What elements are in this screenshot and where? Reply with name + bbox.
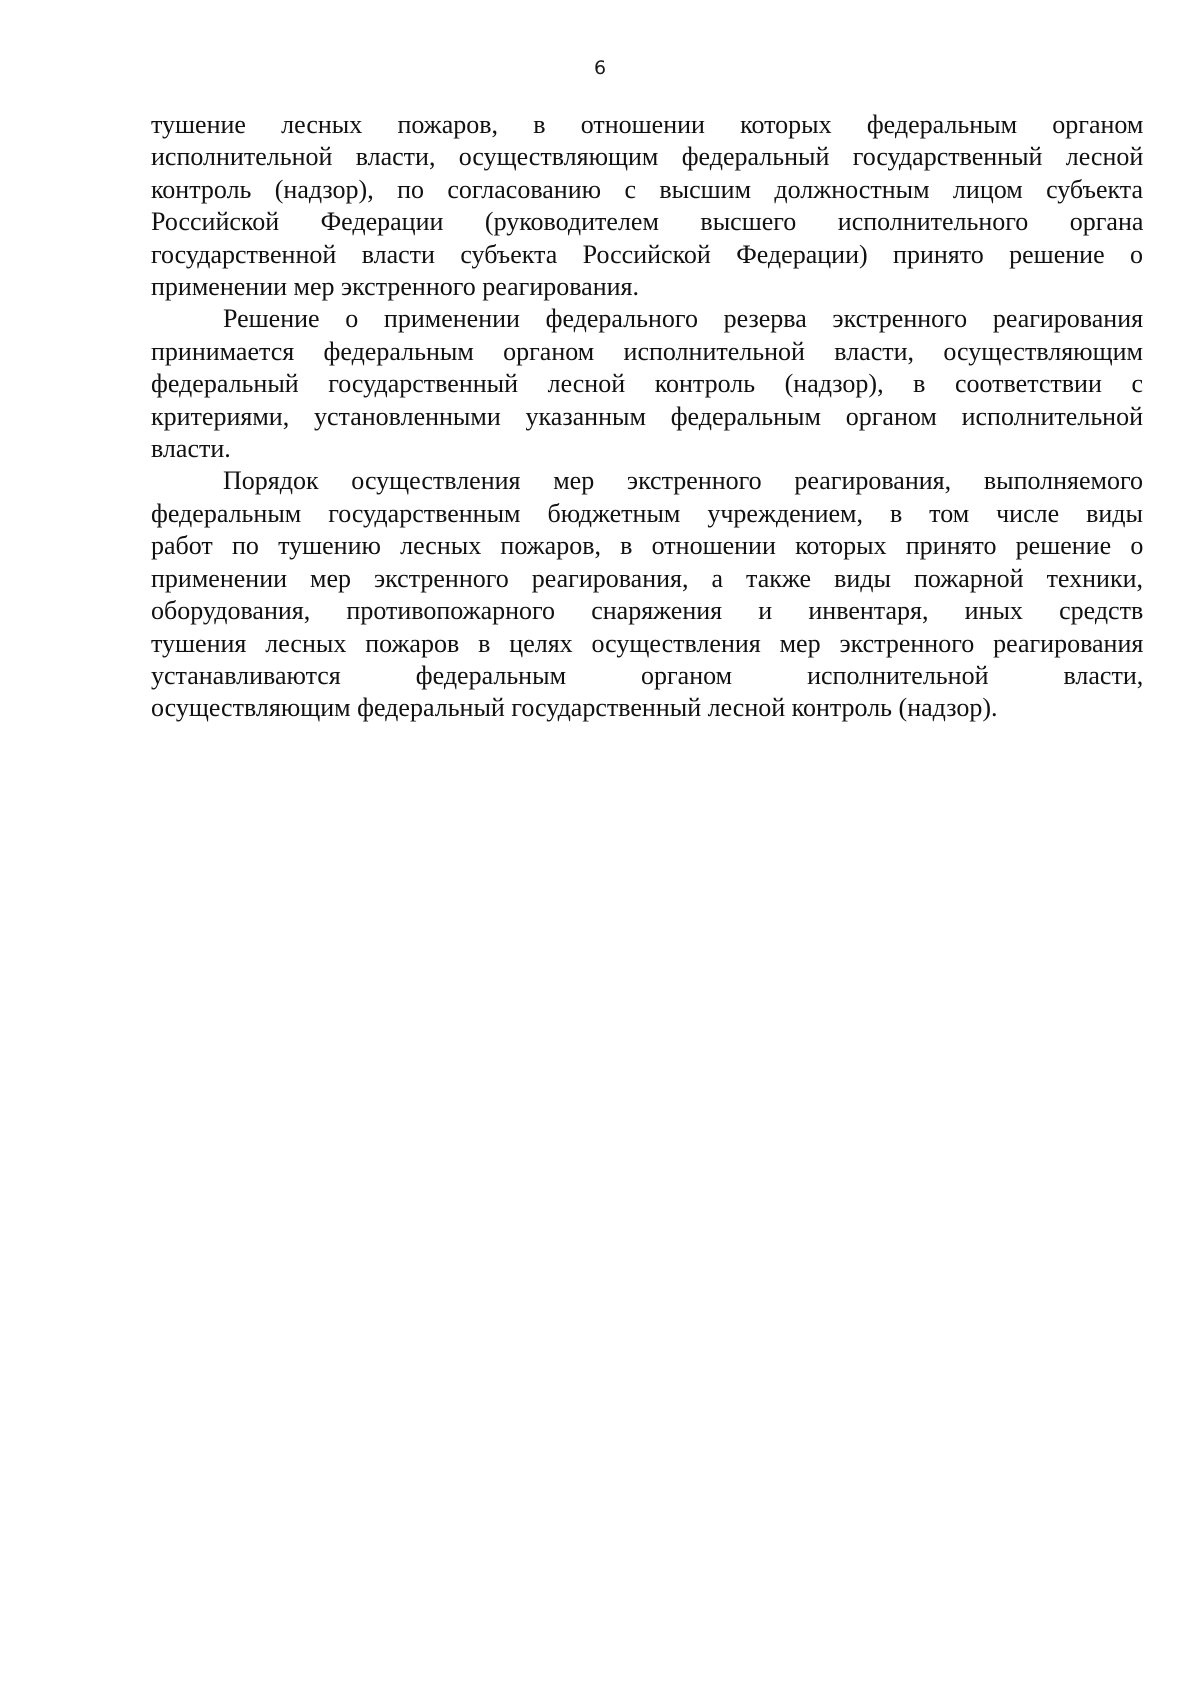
text-line: осуществляющим федеральный государственный лесной контроль (надзор). [151, 693, 998, 723]
text-line: принимается федеральным органом исполнительной власти, осуществляющим [151, 336, 1143, 366]
text-line: Российской Федерации (руководителем высшего исполнительного органа [151, 207, 1144, 237]
page-number: 6 [593, 57, 607, 79]
text-line: контроль (надзор), по согласованию с высшим должностным лицом субъекта [151, 174, 1143, 204]
text-line: устанавливаются федеральным органом исполнительной власти, [151, 660, 1144, 690]
text-line: применении мер экстренного реагирования, а также виды пожарной техники, [151, 563, 1143, 593]
document-body [151, 109, 1143, 725]
text-line: тушения лесных пожаров в целях осуществления мер экстренного реагирования [151, 628, 1144, 658]
paragraph-1 [151, 109, 1143, 303]
text-line: Порядок осуществления мер экстренного реагирования, выполняемого [223, 466, 1143, 496]
text-line: власти. [151, 434, 231, 464]
paragraph-3 [151, 465, 1143, 724]
text-line: исполнительной власти, осуществляющим федеральный государственный лесной [151, 142, 1144, 172]
text-line: тушение лесных пожаров, в отношении которых федеральным органом [151, 110, 1144, 139]
text-line: применении мер экстренного реагирования. [151, 272, 639, 302]
text-line: Решение о применении федерального резерва экстренного реагирования [223, 304, 1144, 334]
text-line: государственной власти субъекта Российской Федерации) принято решение о [151, 239, 1143, 269]
text-line: критериями, установленными указанным федеральным органом исполнительной [151, 401, 1143, 431]
text-line: работ по тушению лесных пожаров, в отношении которых принято решение о [151, 531, 1144, 561]
text-line: оборудования, противопожарного снаряжения и инвентаря, иных средств [151, 596, 1144, 626]
text-line: федеральным государственным бюджетным учреждением, в том числе виды [151, 498, 1143, 528]
paragraph-2 [151, 303, 1143, 465]
text-line: федеральный государственный лесной контроль (надзор), в соответствии с [151, 369, 1143, 399]
